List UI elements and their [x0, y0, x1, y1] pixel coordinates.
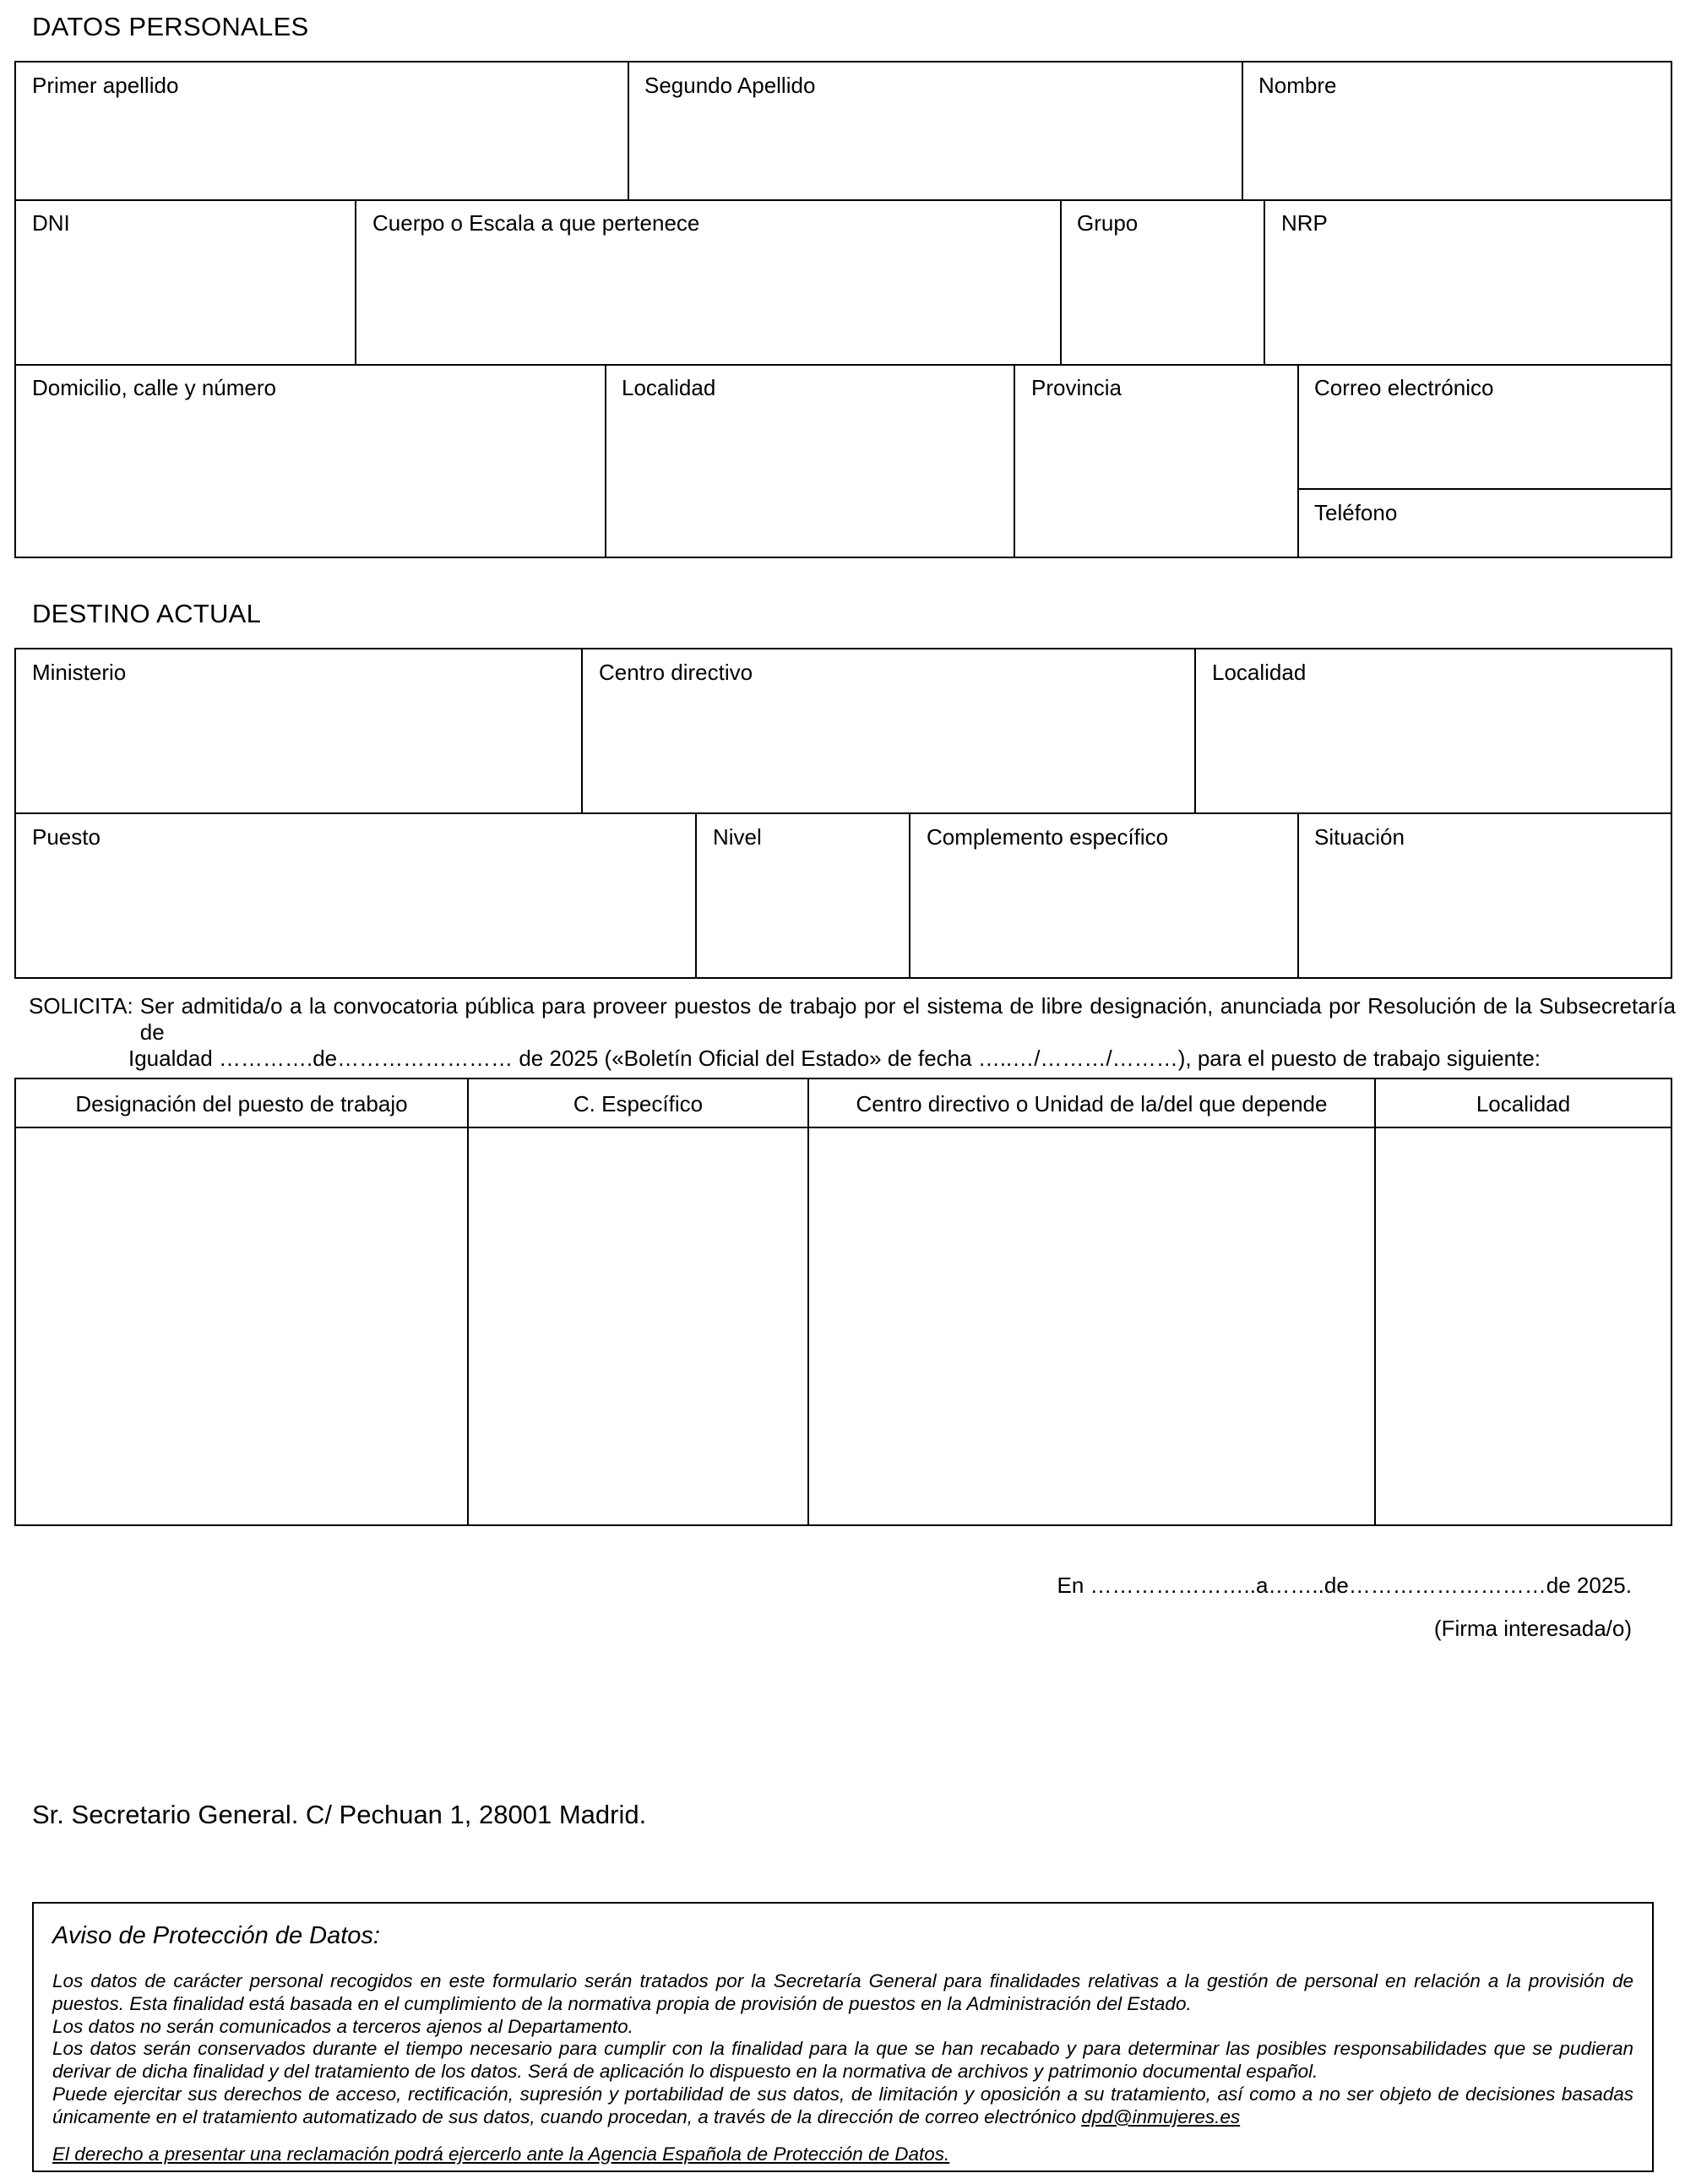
field-provincia[interactable]: Provincia — [1031, 375, 1122, 400]
field-segundo-apellido[interactable]: Segundo Apellido — [644, 73, 816, 98]
field-ministerio[interactable]: Ministerio — [32, 660, 127, 685]
field-nivel[interactable]: Nivel — [713, 824, 762, 850]
col-divider — [355, 199, 356, 365]
field-dni[interactable]: DNI — [32, 210, 70, 236]
input-localidad[interactable] — [1376, 1128, 1671, 1524]
notice-title: Aviso de Protección de Datos: — [52, 1922, 380, 1949]
field-localidad[interactable]: Localidad — [622, 375, 716, 400]
input-c-especifico[interactable] — [469, 1128, 807, 1524]
destino-heading: DESTINO ACTUAL — [32, 599, 262, 628]
notice-paragraph: Puede ejercitar sus derechos de acceso, rectificación, supresión y portabilidad de sus datos, de limitación y oposición a su tratamiento, así como a no ser objeto de decisiones basadas únicamente en el tratamiento automatizado de sus datos, cuando procedan, a través de la dirección de correo electrónico — [52, 2083, 1633, 2127]
col-divider — [605, 364, 606, 558]
field-domicilio[interactable]: Domicilio, calle y número — [32, 375, 276, 400]
col-localidad: Localidad — [1476, 1091, 1571, 1116]
col-divider — [1242, 61, 1243, 200]
solicita-label: SOLICITA: — [29, 993, 133, 1019]
col-divider — [1060, 199, 1062, 365]
notice-body — [52, 1970, 1633, 2165]
notice-paragraph-rights — [52, 2083, 1633, 2129]
col-divider — [628, 61, 629, 200]
col-divider — [1297, 364, 1299, 558]
solicita-line-2: Igualdad ………….de…………………… de 2025 («Boletín Oficial del Estado» de fecha …..…/………/………), para el puesto de trabajo siguiente: — [128, 1046, 1541, 1071]
date-line: En …………………..a……..de………………………de 2025. — [1057, 1573, 1632, 1598]
input-centro-directivo[interactable] — [809, 1128, 1374, 1524]
field-destino-localidad[interactable]: Localidad — [1212, 660, 1307, 685]
field-telefono[interactable]: Teléfono — [1314, 500, 1398, 525]
solicita-paragraph — [29, 993, 1676, 1072]
solicita-line-1: Ser admitida/o a la convocatoria pública para proveer puestos de trabajo por el sistema de libre designación, anunciada por Resolución de la Subsecretaría de — [139, 993, 1676, 1045]
data-protection-notice — [32, 1902, 1654, 2172]
col-divider — [1194, 648, 1196, 813]
field-cuerpo[interactable]: Cuerpo o Escala a que pertenece — [372, 210, 700, 236]
notice-paragraph: Los datos de carácter personal recogidos en este formulario serán tratados por la Secretaría General para finalidades relativas a la gestión de personal en relación a la provisión de puestos. Esta finalidad está basada en el cumplimiento de la normativa propia de provisión de puestos en la Administración del Estado. — [52, 1970, 1633, 2014]
notice-claim-line: El derecho a presentar una reclamación podrá ejercerlo ante la Agencia Española de Protección de Datos. — [52, 2143, 950, 2165]
notice-paragraph: Los datos no serán comunicados a terceros ajenos al Departamento. — [52, 2015, 633, 2037]
col-divider — [1297, 812, 1299, 979]
input-designacion[interactable] — [16, 1128, 467, 1524]
personal-heading: DATOS PERSONALES — [32, 12, 309, 41]
field-centro-directivo[interactable]: Centro directivo — [599, 660, 753, 685]
row-divider — [14, 364, 1672, 366]
field-nrp[interactable]: NRP — [1281, 210, 1328, 236]
col-divider — [1264, 199, 1265, 365]
field-primer-apellido[interactable]: Primer apellido — [32, 73, 179, 98]
col-divider — [1014, 364, 1015, 558]
field-complemento[interactable]: Complemento específico — [927, 824, 1169, 850]
col-designacion: Designación del puesto de trabajo — [75, 1091, 408, 1116]
field-puesto[interactable]: Puesto — [32, 824, 101, 850]
personal-data-table — [14, 61, 1672, 558]
col-centro-directivo: Centro directivo o Unidad de la/del que depende — [856, 1091, 1328, 1116]
field-nombre[interactable]: Nombre — [1258, 73, 1337, 98]
row-divider — [14, 199, 1672, 201]
row-divider — [1297, 488, 1672, 490]
col-divider — [581, 648, 583, 813]
col-divider — [695, 812, 697, 979]
firma-label: (Firma interesada/o) — [1433, 1616, 1632, 1641]
col-divider — [909, 812, 910, 979]
notice-paragraph: Los datos serán conservados durante el tiempo necesario para cumplir con la finalidad para la que se han recabado y para determinar las posibles responsabilidades que se pudieran derivar de dicha finalidad y del tratamiento de los datos. Será de aplicación lo dispuesto en la normativa de archivos y patrimonio documental español. — [52, 2038, 1633, 2083]
addressee: Sr. Secretario General. C/ Pechuan 1, 28001 Madrid. — [32, 1800, 647, 1829]
field-correo[interactable]: Correo electrónico — [1314, 375, 1494, 400]
field-grupo[interactable]: Grupo — [1077, 210, 1139, 236]
field-situacion[interactable]: Situación — [1314, 824, 1405, 850]
row-divider — [14, 812, 1672, 814]
dpd-email-link[interactable]: dpd@inmujeres.es — [1081, 2105, 1241, 2127]
col-c-especifico: C. Específico — [573, 1091, 704, 1116]
